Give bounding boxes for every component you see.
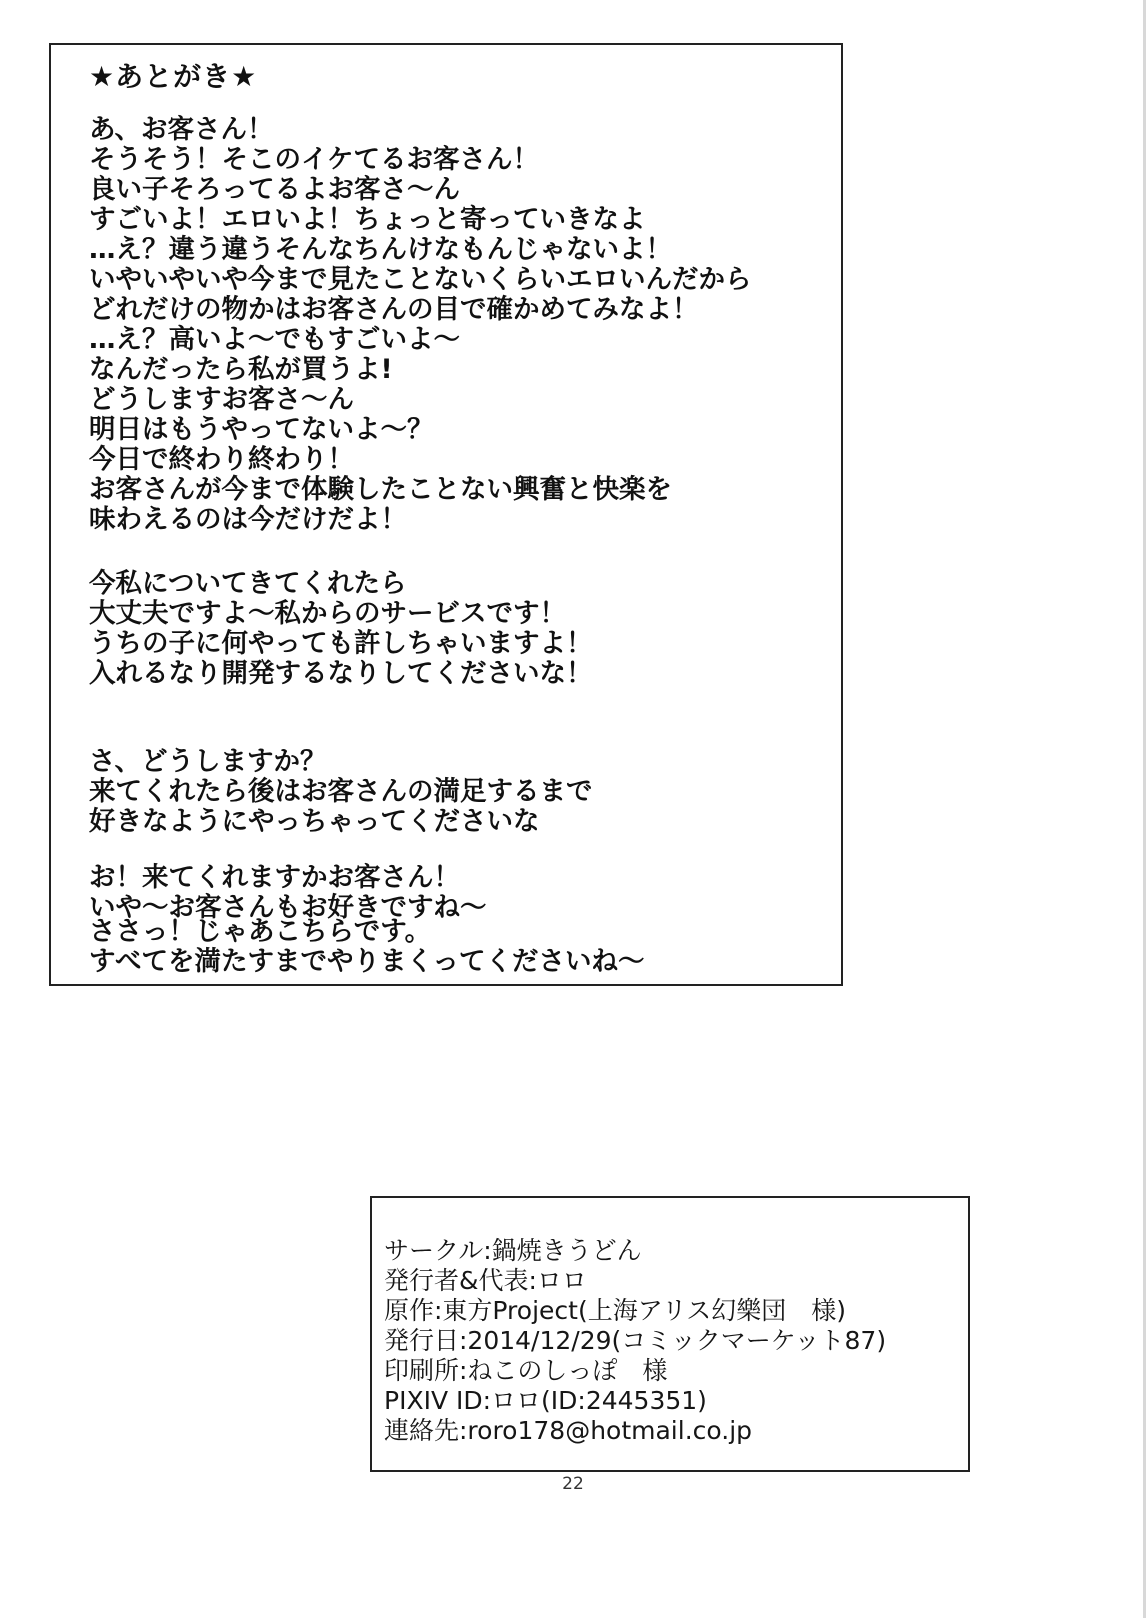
afterword-line: あ、お客さん！ [89,114,274,145]
colophon-pixiv-id: PIXIV ID:ロロ(ID:2445351) [384,1386,707,1415]
colophon-printer: 印刷所:ねこのしっぽ 様 [384,1356,668,1385]
colophon-contact: 連絡先:roro178@hotmail.co.jp [384,1416,753,1445]
afterword-line: 明日はもうやってないよ～？ [89,414,434,445]
afterword-line: いやいやいや今まで見たことないくらいエロいんだから [89,264,752,295]
afterword-line: 好きなようにやっちゃってくださいな [89,806,540,837]
afterword-line: お！来てくれますかお客さん！ [89,862,460,893]
afterword-line: 来てくれたら後はお客さんの満足するまで [89,776,593,807]
colophon-box [370,1196,970,1472]
afterword-box [49,43,843,986]
afterword-line: うちの子に何やっても許しちゃいますよ！ [89,628,593,659]
afterword-line: 味わえるのは今だけだよ！ [89,504,407,535]
afterword-line: いや～お客さんもお好きですね～ [89,892,487,923]
afterword-line: 入れるなり開発するなりしてくださいな！ [89,658,593,689]
afterword-line: …え？高いよ～でもすごいよ～ [89,324,460,355]
afterword-line: すべてを満たすまでやりまくってくださいね～ [89,946,645,977]
afterword-line: …え？違う違うそんなちんけなもんじゃないよ！ [89,234,672,265]
afterword-line: 大丈夫ですよ～私からのサービスです！ [89,598,566,629]
colophon-publisher: 発行者&代表:ロロ [384,1266,587,1295]
afterword-line: すごいよ！エロいよ！ちょっと寄っていきなよ [89,204,646,235]
afterword-line: 良い子そろってるよお客さ～ん [89,174,460,205]
afterword-line: 今日で終わり終わり！ [89,444,354,475]
colophon-issue-date: 発行日:2014/12/29(コミックマーケット87) [384,1326,887,1355]
afterword-title: ★あとがき★ [89,60,258,93]
afterword-line: どうしますお客さ～ん [89,384,354,415]
afterword-line: ささっ！じゃあこちらです。 [89,916,432,947]
afterword-line: お客さんが今まで体験したことない興奮と快楽を [89,474,672,505]
afterword-line: さ、どうしますか？ [89,746,327,777]
afterword-line: そうそう！そこのイケてるお客さん！ [89,144,539,175]
colophon-original-work: 原作:東方Project(上海アリス幻樂団 様) [384,1296,846,1325]
colophon-circle: サークル:鍋焼きうどん [384,1236,642,1265]
afterword-line: 今私についてきてくれたら [89,568,407,599]
afterword-line: なんだったら私が買うよ! [89,354,393,385]
afterword-line: どれだけの物かはお客さんの目で確かめてみなよ！ [89,294,699,325]
page-number: 22 [562,1474,584,1494]
